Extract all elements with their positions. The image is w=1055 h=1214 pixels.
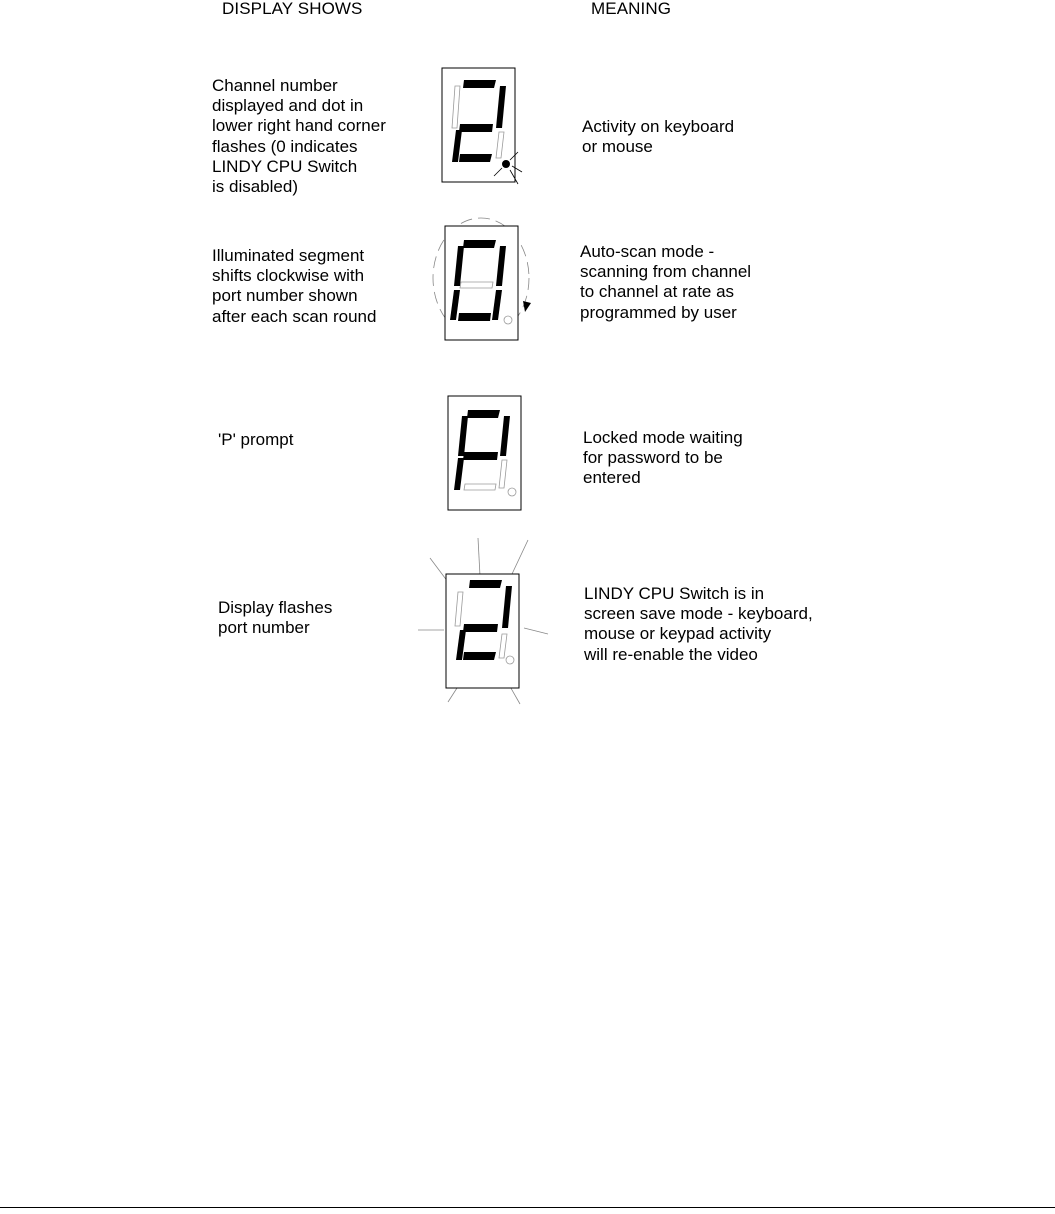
row-4-display-text: Display flashes port number [218,598,333,638]
row-3-meaning-text: Locked mode waiting for password to be entered [583,428,743,488]
row-3-display-text: 'P' prompt [218,430,294,449]
row-1-display-text: Channel number displayed and dot in lower right hand corner flashes (0 indicates LINDY CPU Switch is disabled) [212,76,386,197]
header-display-shows: DISPLAY SHOWS [222,0,363,18]
row-2-meaning-text: Auto-scan mode - scanning from channel to channel at rate as programmed by user [580,242,752,322]
row-2-display-text: Illuminated segment shifts clockwise with port number shown after each scan round [212,246,377,326]
seven-segment-p-prompt-icon [446,394,526,516]
seven-segment-flashing-icon [414,536,554,708]
seven-segment-scan-icon [430,216,540,350]
header-meaning: MEANING [591,0,672,18]
page-bottom-rule [0,1207,1055,1208]
row-4-meaning-text: LINDY CPU Switch is in screen save mode - keyboard, mouse or keypad activity will re-enable the video [584,584,813,664]
seven-segment-display-icon [438,66,528,190]
row-1-meaning-text: Activity on keyboard or mouse [582,117,735,157]
